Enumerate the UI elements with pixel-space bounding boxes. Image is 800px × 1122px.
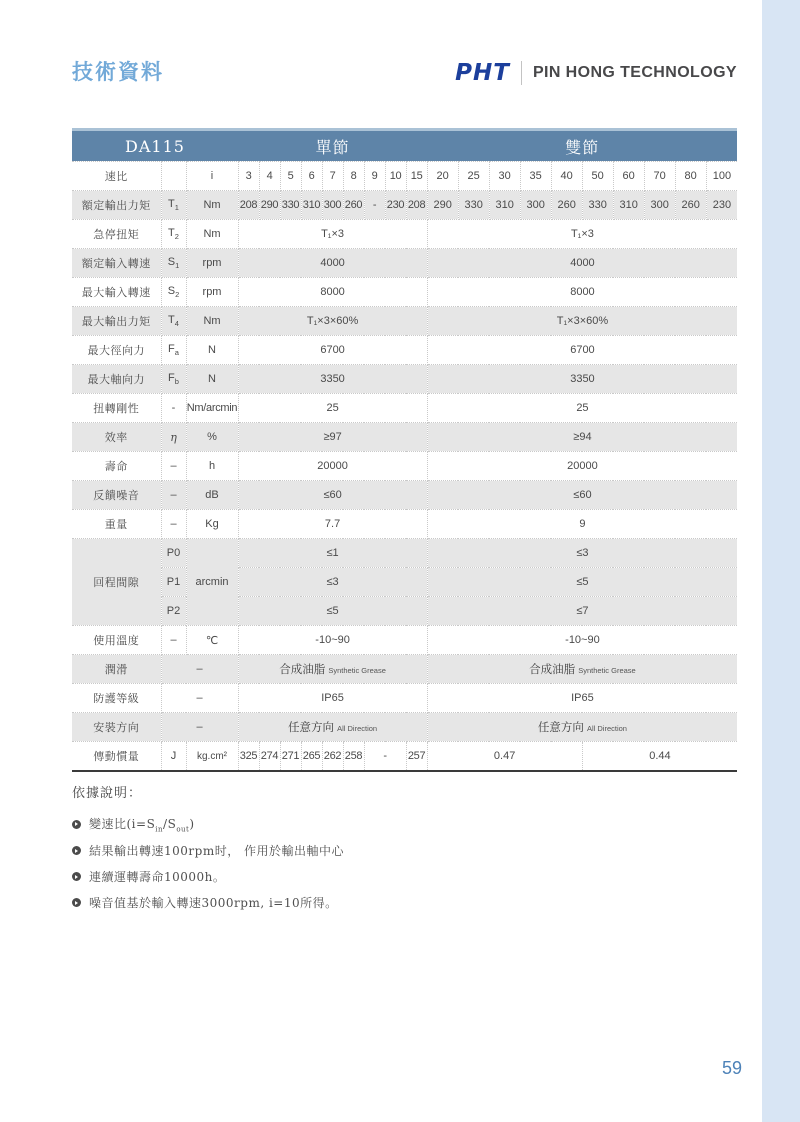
cell: 20000 — [427, 452, 737, 481]
unit-cell: ℃ — [186, 626, 238, 655]
page-header — [72, 56, 737, 86]
cell: -10~90 — [427, 626, 737, 655]
cell: 60 — [613, 162, 644, 191]
row-protection — [72, 684, 737, 713]
cell: 4000 — [427, 249, 737, 278]
pht-logo: PHT — [455, 60, 510, 86]
cell: 35 — [520, 162, 551, 191]
cell: T₁×3×60% — [238, 307, 427, 336]
note-item — [72, 868, 672, 885]
unit-cell: h — [186, 452, 238, 481]
cell: 330 — [280, 191, 301, 220]
note-item — [72, 815, 672, 833]
cell: 25 — [427, 394, 737, 423]
row-max-torque — [72, 307, 737, 336]
row-efficiency — [72, 423, 737, 452]
cell: 260 — [675, 191, 706, 220]
notes-section — [72, 782, 672, 920]
cell: 25 — [238, 394, 427, 423]
cell: 25 — [458, 162, 489, 191]
cell: 290 — [259, 191, 280, 220]
note-text: 連續運轉壽命10000h。 — [89, 870, 226, 885]
cell: 8 — [343, 162, 364, 191]
cell: ≥97 — [238, 423, 427, 452]
cell: ≤7 — [427, 597, 737, 626]
symbol-cell — [161, 162, 186, 191]
row-label: 重量 — [72, 510, 161, 539]
cell: 合成油脂 Synthetic Grease — [427, 655, 737, 684]
row-label: 額定輸入轉速 — [72, 249, 161, 278]
grade-cell: P1 — [161, 568, 186, 597]
row-label: 回程間隙 — [72, 539, 161, 626]
unit-cell: arcmin — [186, 539, 238, 626]
cell: 50 — [582, 162, 613, 191]
cell: 230 — [385, 191, 406, 220]
symbol-cell: – — [161, 510, 186, 539]
page-title: 技術資料 — [72, 61, 164, 84]
note-item — [72, 842, 672, 859]
cell: 260 — [343, 191, 364, 220]
row-label: 反饋噪音 — [72, 481, 161, 510]
unit-cell: Nm — [186, 307, 238, 336]
cell: T₁×3×60% — [427, 307, 737, 336]
cell: 15 — [406, 162, 427, 191]
row-estop-torque — [72, 220, 737, 249]
note-text: 噪音值基於輸入轉速3000rpm, i=10所得。 — [89, 896, 338, 911]
row-label: 速比 — [72, 162, 161, 191]
cell: 40 — [551, 162, 582, 191]
symbol-cell: $T_4$ — [161, 307, 186, 336]
cell: 260 — [551, 191, 582, 220]
cell: 8000 — [238, 278, 427, 307]
row-radial-force — [72, 336, 737, 365]
symbol-cell: – — [161, 452, 186, 481]
cell: 3 — [238, 162, 259, 191]
cell: -10~90 — [238, 626, 427, 655]
cell: 合成油脂 Synthetic Grease — [238, 655, 427, 684]
row-label: 潤滑 — [72, 655, 161, 684]
cell: ≤5 — [427, 568, 737, 597]
row-weight — [72, 510, 737, 539]
cell: 208 — [238, 191, 259, 220]
cell: 274 — [259, 742, 280, 772]
row-mounting — [72, 713, 737, 742]
cell: ≤1 — [238, 539, 427, 568]
grade-cell: P2 — [161, 597, 186, 626]
cell: 265 — [301, 742, 322, 772]
notes-heading: 依據說明： — [72, 786, 143, 801]
page-number: 59 — [721, 1058, 742, 1078]
row-backlash-p0 — [72, 539, 737, 568]
cell: 310 — [613, 191, 644, 220]
symbol-cell: $S_1$ — [161, 249, 186, 278]
cell: 330 — [582, 191, 613, 220]
unit-cell: Kg — [186, 510, 238, 539]
cell: 258 — [343, 742, 364, 772]
row-label: 壽命 — [72, 452, 161, 481]
row-temperature — [72, 626, 737, 655]
row-axial-force — [72, 365, 737, 394]
cell: 6700 — [238, 336, 427, 365]
company-name: PIN HONG TECHNOLOGY — [532, 64, 737, 81]
row-ratio — [72, 162, 737, 191]
row-lubrication — [72, 655, 737, 684]
row-label: 效率 — [72, 423, 161, 452]
page-edge-strip — [762, 0, 800, 1122]
row-inertia — [72, 742, 737, 772]
unit-cell: i — [186, 162, 238, 191]
single-stage-header: 單節 — [238, 130, 427, 162]
cell: - — [364, 742, 406, 772]
note-text: 變速比$(i=S_{in}/S_{out})$ — [89, 817, 195, 834]
symbol-cell: – — [161, 481, 186, 510]
symbol-cell: - — [161, 394, 186, 423]
spec-table — [72, 128, 737, 772]
note-bullet-icon — [72, 898, 81, 907]
cell: 300 — [520, 191, 551, 220]
unit-cell: N — [186, 365, 238, 394]
symbol-cell: – — [161, 713, 238, 742]
cell: ≤3 — [238, 568, 427, 597]
symbol-cell: $F_a$ — [161, 336, 186, 365]
cell: 300 — [644, 191, 675, 220]
cell: 6 — [301, 162, 322, 191]
cell: 230 — [706, 191, 737, 220]
cell: 271 — [280, 742, 301, 772]
cell: 20 — [427, 162, 458, 191]
cell: 8000 — [427, 278, 737, 307]
table-header-row — [72, 130, 737, 162]
symbol-cell: $T_2$ — [161, 220, 186, 249]
cell: 30 — [489, 162, 520, 191]
unit-cell: kg.cm² — [186, 742, 238, 772]
cell: 330 — [458, 191, 489, 220]
brand-block — [455, 60, 737, 86]
row-label: 額定輸出力矩 — [72, 191, 161, 220]
cell: 257 — [406, 742, 427, 772]
symbol-cell: $S_2$ — [161, 278, 186, 307]
cell: ≤3 — [427, 539, 737, 568]
note-bullet-icon — [72, 872, 81, 881]
note-bullet-icon — [72, 820, 81, 829]
symbol-cell: – — [161, 626, 186, 655]
cell: 262 — [322, 742, 343, 772]
note-text: 結果輸出轉速100rpm时， 作用於輸出軸中心 — [89, 844, 345, 859]
note-item — [72, 894, 672, 911]
row-label: 最大徑向力 — [72, 336, 161, 365]
symbol-cell: – — [161, 684, 238, 713]
model-name: DA115 — [72, 130, 238, 162]
unit-cell: Nm/arcmin — [186, 394, 238, 423]
note-bullet-icon — [72, 846, 81, 855]
row-backlash-p1 — [72, 568, 737, 597]
cell: IP65 — [238, 684, 427, 713]
cell: 300 — [322, 191, 343, 220]
cell: T₁×3 — [238, 220, 427, 249]
unit-cell: dB — [186, 481, 238, 510]
cell: 80 — [675, 162, 706, 191]
cell: 4000 — [238, 249, 427, 278]
symbol-cell: η — [161, 423, 186, 452]
cell: 290 — [427, 191, 458, 220]
row-label: 急停扭矩 — [72, 220, 161, 249]
cell: 10 — [385, 162, 406, 191]
cell: 5 — [280, 162, 301, 191]
unit-cell: N — [186, 336, 238, 365]
symbol-cell: $T_1$ — [161, 191, 186, 220]
cell: 208 — [406, 191, 427, 220]
cell: 310 — [489, 191, 520, 220]
cell: ≥94 — [427, 423, 737, 452]
cell: ≤60 — [427, 481, 737, 510]
unit-cell: rpm — [186, 249, 238, 278]
brand-divider — [521, 61, 522, 85]
row-label: 扭轉剛性 — [72, 394, 161, 423]
unit-cell: Nm — [186, 191, 238, 220]
cell: 3350 — [238, 365, 427, 394]
cell: 4 — [259, 162, 280, 191]
symbol-cell: $F_b$ — [161, 365, 186, 394]
grade-cell: P0 — [161, 539, 186, 568]
cell: 100 — [706, 162, 737, 191]
row-rated-speed — [72, 249, 737, 278]
row-life — [72, 452, 737, 481]
cell: 0.44 — [582, 742, 737, 772]
unit-cell: % — [186, 423, 238, 452]
cell: 任意方向 All Direction — [238, 713, 427, 742]
cell: 70 — [644, 162, 675, 191]
cell: 任意方向 All Direction — [427, 713, 737, 742]
cell: ≤60 — [238, 481, 427, 510]
row-label: 安裝方向 — [72, 713, 161, 742]
cell: 7 — [322, 162, 343, 191]
row-label: 最大輸入轉速 — [72, 278, 161, 307]
row-label: 使用溫度 — [72, 626, 161, 655]
unit-cell: rpm — [186, 278, 238, 307]
cell: - — [364, 191, 385, 220]
cell: 0.47 — [427, 742, 582, 772]
cell: IP65 — [427, 684, 737, 713]
cell: 325 — [238, 742, 259, 772]
row-label: 傳動慣量 — [72, 742, 161, 772]
symbol-cell: – — [161, 655, 238, 684]
cell: ≤5 — [238, 597, 427, 626]
unit-cell: Nm — [186, 220, 238, 249]
row-rated-torque — [72, 191, 737, 220]
cell: 3350 — [427, 365, 737, 394]
row-stiffness — [72, 394, 737, 423]
cell: 9 — [427, 510, 737, 539]
row-backlash-p2 — [72, 597, 737, 626]
cell: T₁×3 — [427, 220, 737, 249]
cell: 310 — [301, 191, 322, 220]
row-label: 最大軸向力 — [72, 365, 161, 394]
row-max-speed — [72, 278, 737, 307]
double-stage-header: 雙節 — [427, 130, 737, 162]
cell: 7.7 — [238, 510, 427, 539]
symbol-cell: J — [161, 742, 186, 772]
cell: 9 — [364, 162, 385, 191]
cell: 20000 — [238, 452, 427, 481]
row-label: 最大輸出力矩 — [72, 307, 161, 336]
row-label: 防護等級 — [72, 684, 161, 713]
cell: 6700 — [427, 336, 737, 365]
row-noise — [72, 481, 737, 510]
